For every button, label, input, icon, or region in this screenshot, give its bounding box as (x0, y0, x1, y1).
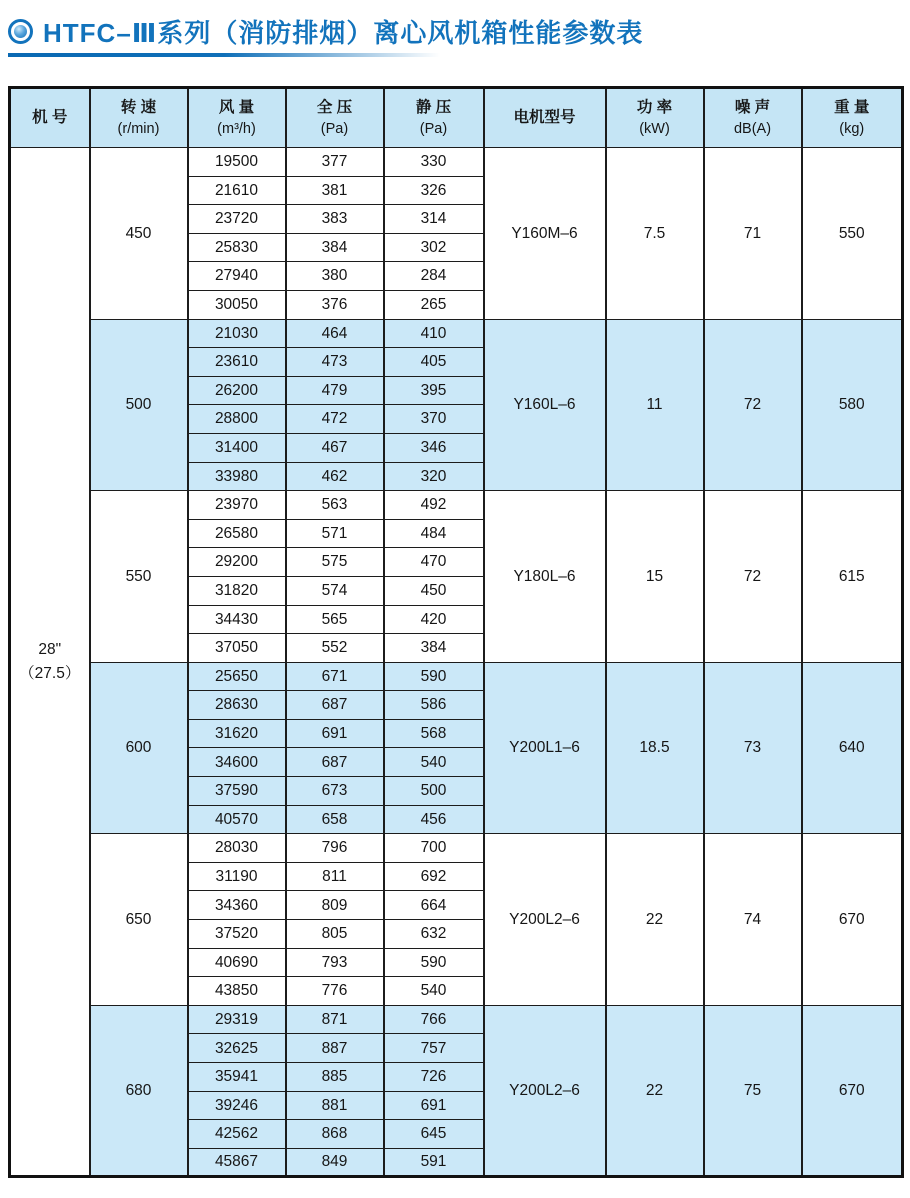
page-title: HTFC–Ⅲ系列（消防排烟）离心风机箱性能参数表 (43, 17, 644, 48)
table-row (10, 662, 903, 691)
static-pressure-cell: 330 (384, 148, 484, 177)
flow-cell: 45867 (188, 1148, 286, 1177)
table-row (10, 148, 903, 177)
total-pressure-cell: 673 (286, 777, 384, 806)
motor-cell: Y200L2–6 (484, 834, 606, 1006)
static-pressure-cell: 314 (384, 205, 484, 234)
total-pressure-cell: 809 (286, 891, 384, 920)
table-row (10, 319, 903, 348)
static-pressure-cell: 370 (384, 405, 484, 434)
weight-cell: 640 (802, 662, 903, 834)
noise-cell: 71 (704, 148, 802, 320)
static-pressure-cell: 568 (384, 719, 484, 748)
flow-cell: 31620 (188, 719, 286, 748)
static-pressure-cell: 700 (384, 834, 484, 863)
flow-cell: 19500 (188, 148, 286, 177)
total-pressure-cell: 563 (286, 491, 384, 520)
power-cell: 18.5 (606, 662, 704, 834)
power-cell: 22 (606, 834, 704, 1006)
bullseye-icon-core (14, 25, 27, 38)
speed-cell: 450 (90, 148, 188, 320)
flow-cell: 29319 (188, 1005, 286, 1034)
flow-cell: 21030 (188, 319, 286, 348)
table-row (10, 834, 903, 863)
flow-cell: 23970 (188, 491, 286, 520)
static-pressure-cell: 691 (384, 1091, 484, 1120)
flow-cell: 40690 (188, 948, 286, 977)
col-header-speed: 转 速 (r/min) (90, 88, 188, 148)
static-pressure-cell: 540 (384, 748, 484, 777)
motor-cell: Y200L2–6 (484, 1005, 606, 1177)
static-pressure-cell: 302 (384, 233, 484, 262)
flow-cell: 23720 (188, 205, 286, 234)
total-pressure-cell: 467 (286, 433, 384, 462)
flow-cell: 40570 (188, 805, 286, 834)
weight-cell: 550 (802, 148, 903, 320)
static-pressure-cell: 766 (384, 1005, 484, 1034)
motor-cell: Y160M–6 (484, 148, 606, 320)
static-pressure-cell: 450 (384, 576, 484, 605)
static-pressure-cell: 664 (384, 891, 484, 920)
motor-cell: Y200L1–6 (484, 662, 606, 834)
table-row (10, 1005, 903, 1034)
static-pressure-cell: 500 (384, 777, 484, 806)
flow-cell: 21610 (188, 176, 286, 205)
total-pressure-cell: 462 (286, 462, 384, 491)
flow-cell: 28030 (188, 834, 286, 863)
total-pressure-cell: 479 (286, 376, 384, 405)
speed-cell: 550 (90, 491, 188, 663)
total-pressure-cell: 691 (286, 719, 384, 748)
total-pressure-cell: 811 (286, 862, 384, 891)
static-pressure-cell: 726 (384, 1063, 484, 1092)
flow-cell: 26580 (188, 519, 286, 548)
flow-cell: 35941 (188, 1063, 286, 1092)
col-header-motor: 电机型号 (484, 88, 606, 148)
total-pressure-cell: 380 (286, 262, 384, 291)
static-pressure-cell: 590 (384, 662, 484, 691)
speed-cell: 650 (90, 834, 188, 1006)
static-pressure-cell: 492 (384, 491, 484, 520)
flow-cell: 39246 (188, 1091, 286, 1120)
flow-cell: 25650 (188, 662, 286, 691)
static-pressure-cell: 456 (384, 805, 484, 834)
total-pressure-cell: 881 (286, 1091, 384, 1120)
static-pressure-cell: 645 (384, 1120, 484, 1149)
total-pressure-cell: 575 (286, 548, 384, 577)
table-row (10, 491, 903, 520)
flow-cell: 27940 (188, 262, 286, 291)
power-cell: 22 (606, 1005, 704, 1177)
total-pressure-cell: 472 (286, 405, 384, 434)
flow-cell: 31820 (188, 576, 286, 605)
noise-cell: 73 (704, 662, 802, 834)
motor-cell: Y160L–6 (484, 319, 606, 491)
table-header-row (10, 88, 903, 148)
total-pressure-cell: 571 (286, 519, 384, 548)
noise-cell: 72 (704, 491, 802, 663)
flow-cell: 34600 (188, 748, 286, 777)
total-pressure-cell: 687 (286, 691, 384, 720)
power-cell: 11 (606, 319, 704, 491)
noise-cell: 72 (704, 319, 802, 491)
flow-cell: 28630 (188, 691, 286, 720)
total-pressure-cell: 687 (286, 748, 384, 777)
total-pressure-cell: 885 (286, 1063, 384, 1092)
static-pressure-cell: 590 (384, 948, 484, 977)
col-header-weight: 重 量 (kg) (802, 88, 903, 148)
total-pressure-cell: 574 (286, 576, 384, 605)
total-pressure-cell: 376 (286, 290, 384, 319)
static-pressure-cell: 346 (384, 433, 484, 462)
weight-cell: 670 (802, 1005, 903, 1177)
static-pressure-cell: 326 (384, 176, 484, 205)
col-header-total-pressure: 全 压 (Pa) (286, 88, 384, 148)
flow-cell: 43850 (188, 977, 286, 1006)
static-pressure-cell: 470 (384, 548, 484, 577)
static-pressure-cell: 320 (384, 462, 484, 491)
total-pressure-cell: 871 (286, 1005, 384, 1034)
col-header-static-pressure: 静 压 (Pa) (384, 88, 484, 148)
total-pressure-cell: 805 (286, 920, 384, 949)
flow-cell: 26200 (188, 376, 286, 405)
title-underline (8, 53, 440, 57)
flow-cell: 37050 (188, 634, 286, 663)
flow-cell: 33980 (188, 462, 286, 491)
total-pressure-cell: 887 (286, 1034, 384, 1063)
static-pressure-cell: 410 (384, 319, 484, 348)
flow-cell: 30050 (188, 290, 286, 319)
machine-cell: 28" （27.5） (10, 148, 90, 1177)
weight-cell: 615 (802, 491, 903, 663)
total-pressure-cell: 565 (286, 605, 384, 634)
static-pressure-cell: 395 (384, 376, 484, 405)
static-pressure-cell: 692 (384, 862, 484, 891)
total-pressure-cell: 381 (286, 176, 384, 205)
total-pressure-cell: 464 (286, 319, 384, 348)
weight-cell: 580 (802, 319, 903, 491)
page-header (8, 14, 910, 48)
flow-cell: 31400 (188, 433, 286, 462)
total-pressure-cell: 377 (286, 148, 384, 177)
col-header-machine: 机 号 (10, 88, 90, 148)
static-pressure-cell: 591 (384, 1148, 484, 1177)
total-pressure-cell: 671 (286, 662, 384, 691)
flow-cell: 31190 (188, 862, 286, 891)
static-pressure-cell: 405 (384, 348, 484, 377)
col-header-power: 功 率 (kW) (606, 88, 704, 148)
flow-cell: 34360 (188, 891, 286, 920)
static-pressure-cell: 284 (384, 262, 484, 291)
flow-cell: 28800 (188, 405, 286, 434)
total-pressure-cell: 473 (286, 348, 384, 377)
static-pressure-cell: 420 (384, 605, 484, 634)
static-pressure-cell: 540 (384, 977, 484, 1006)
total-pressure-cell: 383 (286, 205, 384, 234)
motor-cell: Y180L–6 (484, 491, 606, 663)
speed-cell: 500 (90, 319, 188, 491)
speed-cell: 680 (90, 1005, 188, 1177)
bullseye-icon (8, 19, 33, 44)
power-cell: 15 (606, 491, 704, 663)
static-pressure-cell: 265 (384, 290, 484, 319)
total-pressure-cell: 658 (286, 805, 384, 834)
col-header-noise: 噪 声 dB(A) (704, 88, 802, 148)
col-header-flow: 风 量 (m³/h) (188, 88, 286, 148)
flow-cell: 42562 (188, 1120, 286, 1149)
flow-cell: 23610 (188, 348, 286, 377)
total-pressure-cell: 384 (286, 233, 384, 262)
total-pressure-cell: 552 (286, 634, 384, 663)
total-pressure-cell: 793 (286, 948, 384, 977)
static-pressure-cell: 757 (384, 1034, 484, 1063)
static-pressure-cell: 586 (384, 691, 484, 720)
power-cell: 7.5 (606, 148, 704, 320)
performance-table (8, 86, 904, 1178)
weight-cell: 670 (802, 834, 903, 1006)
flow-cell: 37520 (188, 920, 286, 949)
flow-cell: 32625 (188, 1034, 286, 1063)
total-pressure-cell: 868 (286, 1120, 384, 1149)
noise-cell: 75 (704, 1005, 802, 1177)
total-pressure-cell: 776 (286, 977, 384, 1006)
static-pressure-cell: 632 (384, 920, 484, 949)
flow-cell: 37590 (188, 777, 286, 806)
flow-cell: 25830 (188, 233, 286, 262)
flow-cell: 34430 (188, 605, 286, 634)
total-pressure-cell: 849 (286, 1148, 384, 1177)
noise-cell: 74 (704, 834, 802, 1006)
flow-cell: 29200 (188, 548, 286, 577)
speed-cell: 600 (90, 662, 188, 834)
static-pressure-cell: 484 (384, 519, 484, 548)
static-pressure-cell: 384 (384, 634, 484, 663)
total-pressure-cell: 796 (286, 834, 384, 863)
